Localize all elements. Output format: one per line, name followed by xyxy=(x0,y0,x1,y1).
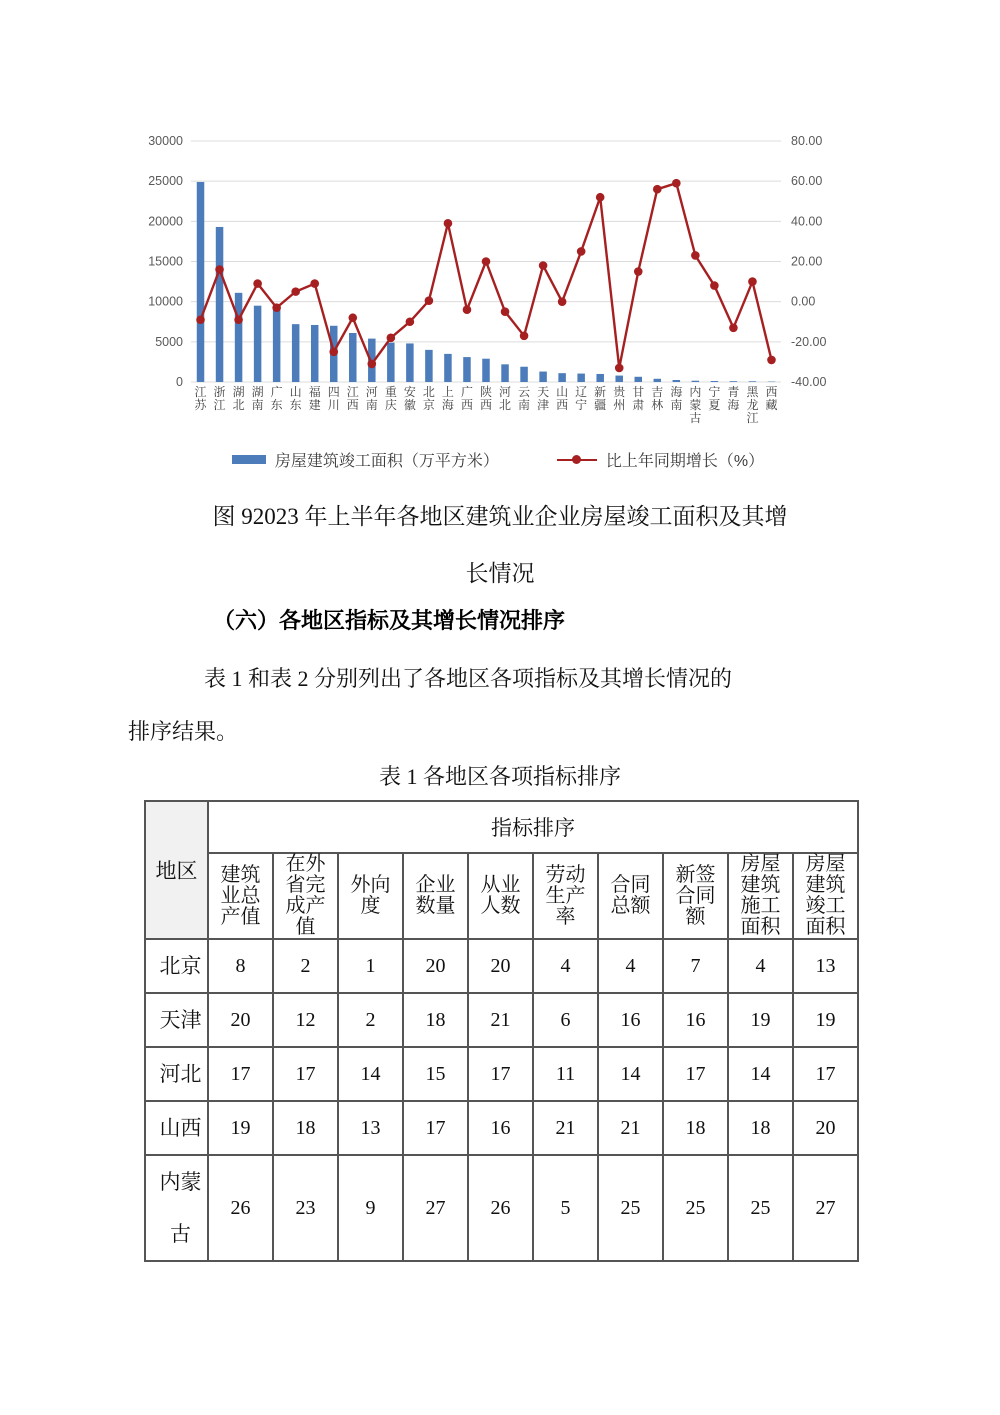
column-header: 房屋建筑竣工面积 xyxy=(793,853,858,939)
rank-value-cell: 21 xyxy=(468,993,533,1047)
rank-value-cell: 17 xyxy=(468,1047,533,1101)
indicator-group-header: 指标排序 xyxy=(208,801,858,853)
legend-item-line-series xyxy=(557,448,764,471)
bar xyxy=(749,381,757,382)
line-series-label: 比上年同期增长（%） xyxy=(605,453,765,470)
left-axis-tick-label: 10000 xyxy=(148,294,183,309)
growth-point xyxy=(425,296,434,305)
bar xyxy=(654,379,662,382)
ranking-table-body xyxy=(145,939,858,1261)
rank-value-cell: 25 xyxy=(728,1155,793,1261)
category-label: 四川 xyxy=(327,385,340,412)
bar xyxy=(349,333,357,382)
rank-value-cell: 20 xyxy=(468,939,533,993)
right-axis-tick-label: 0.00 xyxy=(791,294,816,309)
category-label: 河北 xyxy=(499,385,512,412)
category-label: 内蒙古 xyxy=(689,385,702,425)
body-paragraph xyxy=(128,652,876,758)
rank-value-cell: 4 xyxy=(533,939,598,993)
left-axis-tick-label: 25000 xyxy=(148,174,183,189)
bar xyxy=(216,227,224,382)
bar xyxy=(615,376,623,382)
category-label: 甘肃 xyxy=(632,385,645,412)
bar xyxy=(235,293,243,382)
rank-value-cell: 17 xyxy=(208,1047,273,1101)
rank-value-cell: 19 xyxy=(728,993,793,1047)
bar xyxy=(558,373,566,382)
growth-point xyxy=(691,251,700,260)
category-label: 河南 xyxy=(365,385,378,412)
growth-line xyxy=(201,183,772,368)
category-label: 陕西 xyxy=(479,385,493,412)
category-label: 西藏 xyxy=(765,385,778,412)
growth-point xyxy=(634,267,643,276)
growth-point xyxy=(463,305,472,314)
rank-value-cell: 20 xyxy=(403,939,468,993)
bar xyxy=(311,325,319,382)
rank-value-cell: 21 xyxy=(598,1101,663,1155)
header-row-columns xyxy=(145,853,858,939)
rank-value-cell: 17 xyxy=(273,1047,338,1101)
bar xyxy=(444,354,452,382)
completion-area-chart xyxy=(133,126,863,471)
category-label: 贵州 xyxy=(613,385,626,412)
rank-value-cell: 16 xyxy=(598,993,663,1047)
rank-value-cell: 4 xyxy=(598,939,663,993)
rank-value-cell: 8 xyxy=(208,939,273,993)
rank-value-cell: 20 xyxy=(208,993,273,1047)
table-row xyxy=(145,939,858,993)
rank-value-cell: 17 xyxy=(793,1047,858,1101)
growth-point xyxy=(329,348,338,357)
category-label: 云南 xyxy=(518,385,531,412)
bar xyxy=(577,374,585,382)
category-label: 黑龙江 xyxy=(746,385,759,425)
growth-point xyxy=(482,257,491,266)
growth-point xyxy=(368,360,377,369)
category-label: 湖南 xyxy=(251,385,264,412)
category-label: 新疆 xyxy=(594,385,607,412)
category-label: 安徽 xyxy=(403,385,416,412)
line-swatch-dot-icon xyxy=(572,455,581,464)
bar xyxy=(425,350,433,382)
category-label: 上海 xyxy=(441,385,454,412)
right-axis-tick-label: -20.00 xyxy=(791,334,827,349)
rank-value-cell: 25 xyxy=(598,1155,663,1261)
column-header: 外向度 xyxy=(338,853,403,939)
rank-value-cell: 26 xyxy=(208,1155,273,1261)
column-header: 劳动生产率 xyxy=(533,853,598,939)
region-column-header: 地区 xyxy=(145,801,208,939)
region-cell: 天津 xyxy=(145,993,208,1047)
bar xyxy=(596,374,604,382)
rank-value-cell: 15 xyxy=(403,1047,468,1101)
column-header: 从业人数 xyxy=(468,853,533,939)
rank-value-cell: 2 xyxy=(338,993,403,1047)
bar xyxy=(692,381,700,382)
growth-point xyxy=(215,265,224,274)
rank-value-cell: 14 xyxy=(338,1047,403,1101)
growth-point xyxy=(577,247,586,256)
rank-value-cell: 5 xyxy=(533,1155,598,1261)
bar xyxy=(673,380,681,382)
table-row xyxy=(145,1101,858,1155)
left-axis-tick-label: 30000 xyxy=(148,134,183,148)
rank-value-cell: 1 xyxy=(338,939,403,993)
right-axis-tick-label: 20.00 xyxy=(791,254,823,269)
bar xyxy=(635,377,643,382)
growth-point xyxy=(234,315,243,324)
category-label: 重庆 xyxy=(384,385,397,412)
table-row xyxy=(145,1155,858,1261)
rank-value-cell: 18 xyxy=(663,1101,728,1155)
figure-caption-line1: 图 92023 年上半年各地区建筑业企业房屋竣工面积及其增 xyxy=(212,504,788,529)
category-label: 辽宁 xyxy=(575,385,588,412)
rank-value-cell: 17 xyxy=(663,1047,728,1101)
growth-point xyxy=(520,332,529,341)
section-heading: （六）各地区指标及其增长情况排序 xyxy=(213,608,566,633)
bar xyxy=(711,381,719,382)
category-label: 福建 xyxy=(308,385,321,412)
rank-value-cell: 19 xyxy=(208,1101,273,1155)
category-label: 海南 xyxy=(670,385,683,412)
category-label: 湖北 xyxy=(232,385,245,412)
rank-value-cell: 19 xyxy=(793,993,858,1047)
indicator-ranking-table xyxy=(144,800,859,1262)
growth-point xyxy=(310,279,319,288)
chart-legend xyxy=(133,448,863,471)
growth-point xyxy=(348,313,357,322)
growth-point xyxy=(672,179,681,188)
bar xyxy=(406,343,414,382)
rank-value-cell: 7 xyxy=(663,939,728,993)
bar xyxy=(273,308,281,382)
category-label: 山西 xyxy=(556,385,569,412)
combo-chart-canvas xyxy=(133,126,863,444)
figure-caption-line2: 长情况 xyxy=(465,561,535,586)
table-title: 表 1 各地区各项指标排序 xyxy=(378,764,621,789)
rank-value-cell: 17 xyxy=(403,1101,468,1155)
bar xyxy=(730,381,738,382)
bar xyxy=(387,343,395,382)
column-header: 新签合同额 xyxy=(663,853,728,939)
ranking-table-wrap xyxy=(144,800,859,1262)
rank-value-cell: 4 xyxy=(728,939,793,993)
rank-value-cell: 16 xyxy=(468,1101,533,1155)
growth-point xyxy=(406,317,415,326)
bar-series-label: 房屋建筑竣工面积（万平方米） xyxy=(274,453,499,470)
left-axis-tick-label: 15000 xyxy=(148,254,183,269)
rank-value-cell: 6 xyxy=(533,993,598,1047)
growth-point xyxy=(615,364,624,373)
category-label: 山东 xyxy=(289,385,302,412)
rank-value-cell: 21 xyxy=(533,1101,598,1155)
left-axis-tick-label: 5000 xyxy=(155,334,183,349)
growth-point xyxy=(748,277,757,286)
rank-value-cell: 27 xyxy=(403,1155,468,1261)
right-axis-tick-label: 60.00 xyxy=(791,174,823,189)
legend-item-bar-series xyxy=(232,448,499,471)
category-label: 广西 xyxy=(460,385,473,412)
category-label: 广东 xyxy=(270,385,283,412)
body-paragraph-line2: 排序结果。 xyxy=(128,719,239,744)
category-label: 浙江 xyxy=(213,385,226,412)
rank-value-cell: 13 xyxy=(793,939,858,993)
growth-point xyxy=(710,281,719,290)
left-axis-tick-label: 0 xyxy=(176,375,183,389)
table-row xyxy=(145,993,858,1047)
column-header: 合同总额 xyxy=(598,853,663,939)
column-header: 在外省完成产值 xyxy=(273,853,338,939)
rank-value-cell: 13 xyxy=(338,1101,403,1155)
growth-point xyxy=(558,297,567,306)
bar xyxy=(463,357,471,382)
rank-value-cell: 26 xyxy=(468,1155,533,1261)
rank-value-cell: 12 xyxy=(273,993,338,1047)
category-label: 青海 xyxy=(727,385,740,412)
growth-point xyxy=(444,219,453,228)
growth-point xyxy=(729,323,738,332)
right-axis-tick-label: 80.00 xyxy=(791,134,823,148)
bar xyxy=(520,367,528,382)
region-cell: 河北 xyxy=(145,1047,208,1101)
region-cell: 北京 xyxy=(145,939,208,993)
rank-value-cell: 27 xyxy=(793,1155,858,1261)
rank-value-cell: 2 xyxy=(273,939,338,993)
rank-value-cell: 14 xyxy=(728,1047,793,1101)
right-axis-tick-label: 40.00 xyxy=(791,214,823,229)
rank-value-cell: 18 xyxy=(273,1101,338,1155)
growth-point xyxy=(272,303,281,312)
growth-point xyxy=(596,193,605,202)
header-row-group xyxy=(145,801,858,853)
column-header: 企业数量 xyxy=(403,853,468,939)
rank-value-cell: 16 xyxy=(663,993,728,1047)
category-label: 吉林 xyxy=(651,385,664,412)
rank-value-cell: 23 xyxy=(273,1155,338,1261)
body-paragraph-line1: 表 1 和表 2 分别列出了各地区各项指标及其增长情况的 xyxy=(204,666,733,691)
rank-value-cell: 11 xyxy=(533,1047,598,1101)
figure-caption xyxy=(0,488,1000,602)
growth-point xyxy=(291,287,300,296)
line-series-swatch xyxy=(557,455,597,465)
rank-value-cell: 9 xyxy=(338,1155,403,1261)
category-label: 江苏 xyxy=(194,385,207,412)
rank-value-cell: 20 xyxy=(793,1101,858,1155)
bar xyxy=(254,306,262,382)
right-axis-tick-label: -40.00 xyxy=(791,375,827,389)
category-label: 天津 xyxy=(537,385,550,412)
rank-value-cell: 18 xyxy=(728,1101,793,1155)
category-label: 北京 xyxy=(422,385,435,412)
growth-point xyxy=(539,261,548,270)
category-label: 江西 xyxy=(346,385,359,412)
region-cell: 山西 xyxy=(145,1101,208,1155)
left-axis-tick-label: 20000 xyxy=(148,214,183,229)
growth-point xyxy=(196,315,205,324)
column-header: 建筑业总产值 xyxy=(208,853,273,939)
table-row xyxy=(145,1047,858,1101)
bar xyxy=(292,324,300,382)
region-cell: 内蒙古 xyxy=(145,1155,208,1261)
bar xyxy=(501,364,509,382)
bar xyxy=(197,182,205,382)
category-label: 宁夏 xyxy=(708,385,721,412)
bar xyxy=(482,359,490,382)
ranking-table-head xyxy=(145,801,858,939)
growth-point xyxy=(767,356,776,365)
rank-value-cell: 25 xyxy=(663,1155,728,1261)
growth-point xyxy=(253,279,262,288)
rank-value-cell: 18 xyxy=(403,993,468,1047)
column-header: 房屋建筑施工面积 xyxy=(728,853,793,939)
bar-series-swatch xyxy=(232,455,266,464)
rank-value-cell: 14 xyxy=(598,1047,663,1101)
growth-point xyxy=(387,334,396,343)
bar xyxy=(539,372,547,382)
growth-point xyxy=(501,307,510,316)
growth-point xyxy=(653,185,662,194)
